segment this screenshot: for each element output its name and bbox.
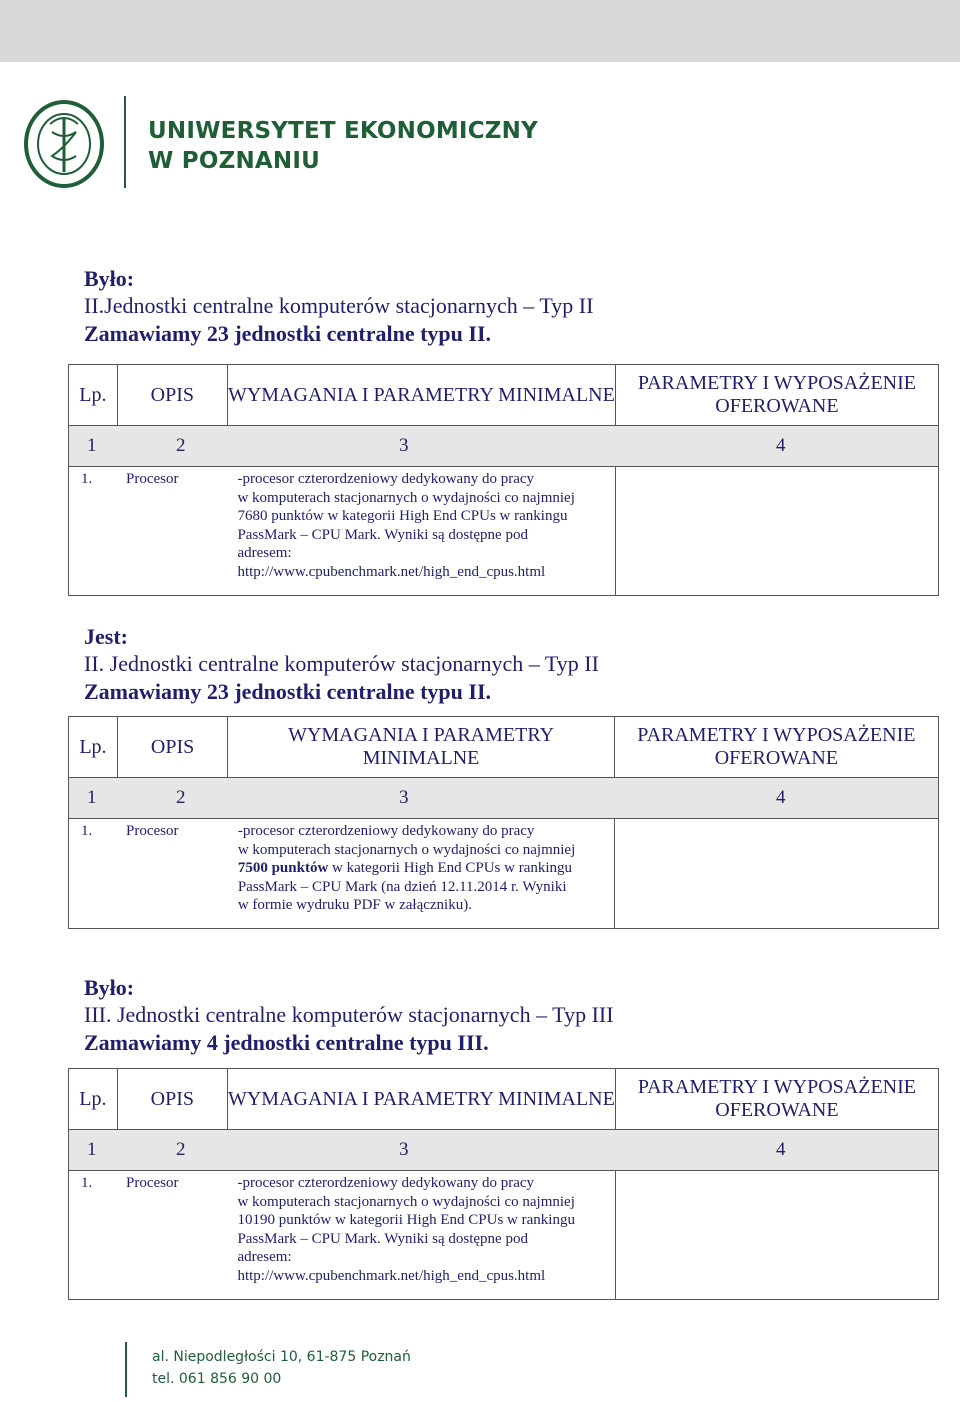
col-header-lp: Lp. — [69, 1069, 118, 1130]
section-heading: II. Jednostki centralne komputerów stacjonarnych – Typ II — [84, 651, 599, 676]
university-seal-icon — [22, 98, 106, 190]
section-before-typ-ii — [84, 266, 593, 348]
column-number-row — [69, 426, 939, 467]
col-number: 4 — [776, 435, 786, 456]
col-header-lp: Lp. — [69, 365, 118, 426]
requirement-line: http://www.cpubenchmark.net/high_end_cpus.html — [237, 1267, 546, 1284]
row-opis: Procesor — [126, 471, 179, 487]
col-header-requirements: WYMAGANIA I PARAMETRY MINIMALNE — [227, 365, 615, 426]
col-number: 1 — [87, 787, 97, 808]
requirements-cell — [228, 819, 614, 929]
logo-divider — [124, 96, 126, 188]
offered-cell[interactable] — [615, 1171, 938, 1300]
column-number-row — [69, 1130, 939, 1171]
top-band — [0, 0, 960, 62]
col-number: 1 — [87, 435, 97, 456]
col-number: 3 — [399, 435, 409, 456]
row-number: 1. — [81, 471, 93, 487]
row-label-cell — [69, 467, 228, 596]
col-number: 2 — [176, 787, 186, 808]
column-number-row — [69, 778, 939, 819]
section-label: Jest: — [84, 624, 128, 649]
section-subheading: Zamawiamy 4 jednostki centralne typu III. — [84, 1030, 489, 1055]
requirement-line: adresem: — [237, 1249, 292, 1265]
requirement-line: -procesor czterordzeniowy dedykowany do pracy — [237, 823, 535, 839]
col-header-offered: PARAMETRY I WYPOSAŻENIE OFEROWANE — [615, 365, 938, 426]
col-number: 2 — [176, 1139, 186, 1160]
row-number: 1. — [81, 823, 93, 839]
requirement-line: PassMark – CPU Mark. Wyniki są dostępne pod — [237, 526, 528, 543]
col-number: 4 — [776, 787, 786, 808]
footer-phone: tel. 061 856 90 00 — [152, 1371, 282, 1387]
col-number: 1 — [87, 1139, 97, 1160]
section-subheading: Zamawiamy 23 jednostki centralne typu II. — [84, 679, 492, 704]
requirements-table — [68, 364, 939, 596]
footer-address: al. Niepodległości 10, 61-875 Poznań — [152, 1349, 411, 1365]
requirement-line: w formie wydruku PDF w załączniku). — [237, 897, 472, 913]
col-header-offered: PARAMETRY I WYPOSAŻENIE OFEROWANE — [614, 717, 938, 778]
requirement-line: 7680 punktów w kategorii High End CPUs w rankingu — [237, 508, 568, 524]
section-label: Było: — [84, 975, 135, 1000]
col-number: 3 — [399, 1139, 409, 1160]
bold-phrase: 7500 punktów — [237, 860, 329, 876]
university-name-line2: W POZNANIU — [148, 148, 320, 174]
col-header-opis: OPIS — [117, 717, 228, 778]
section-after-typ-ii — [84, 624, 599, 706]
col-header-lp: Lp. — [69, 717, 118, 778]
row-opis: Procesor — [126, 823, 179, 839]
requirement-line: w komputerach stacjonarnych o wydajności co najmniej — [237, 489, 575, 506]
col-number: 2 — [176, 435, 186, 456]
row-opis: Procesor — [126, 1175, 179, 1191]
requirement-line: w komputerach stacjonarnych o wydajności co najmniej — [237, 841, 576, 858]
row-label-cell — [69, 1171, 228, 1300]
section-heading: II.Jednostki centralne komputerów stacjonarnych – Typ II — [84, 293, 594, 318]
section-heading: III. Jednostki centralne komputerów stacjonarnych – Typ III — [84, 1002, 614, 1027]
requirement-line: 10190 punktów w kategorii High End CPUs w rankingu — [237, 1212, 575, 1228]
col-header-requirements: WYMAGANIA I PARAMETRY MINIMALNE — [228, 717, 614, 778]
section-before-typ-iii — [84, 975, 614, 1057]
col-number: 4 — [776, 1139, 786, 1160]
requirements-cell — [227, 467, 615, 596]
offered-cell[interactable] — [615, 467, 938, 596]
col-header-opis: OPIS — [117, 1069, 227, 1130]
col-header-opis: OPIS — [117, 365, 227, 426]
requirements-table — [68, 1068, 939, 1300]
requirement-line-rest: w kategorii High End CPUs w rankingu — [328, 860, 573, 876]
requirement-line: PassMark – CPU Mark (na dzień 12.11.2014 r. Wyniki — [237, 878, 567, 895]
requirement-line: http://www.cpubenchmark.net/high_end_cpus.html — [237, 563, 546, 580]
requirement-line: w komputerach stacjonarnych o wydajności co najmniej — [237, 1193, 575, 1210]
col-number: 3 — [399, 787, 409, 808]
section-label: Było: — [84, 266, 135, 291]
col-header-requirements: WYMAGANIA I PARAMETRY MINIMALNE — [227, 1069, 615, 1130]
requirement-line-bold-lead — [238, 859, 614, 878]
requirement-line: adresem: — [237, 545, 292, 561]
requirement-line: -procesor czterordzeniowy dedykowany do pracy — [237, 1175, 535, 1191]
requirements-table — [68, 716, 939, 929]
row-label-cell — [69, 819, 228, 929]
footer-divider — [125, 1342, 127, 1397]
university-name — [148, 116, 538, 176]
requirement-line: -procesor czterordzeniowy dedykowany do pracy — [237, 471, 535, 487]
university-name-line1: UNIWERSYTET EKONOMICZNY — [148, 118, 538, 144]
requirements-cell — [227, 1171, 615, 1300]
section-subheading: Zamawiamy 23 jednostki centralne typu II. — [84, 321, 492, 346]
footer — [152, 1346, 411, 1390]
col-header-offered: PARAMETRY I WYPOSAŻENIE OFEROWANE — [615, 1069, 938, 1130]
requirement-line: PassMark – CPU Mark. Wyniki są dostępne pod — [237, 1230, 528, 1247]
row-number: 1. — [81, 1175, 93, 1191]
offered-cell[interactable] — [614, 819, 938, 929]
